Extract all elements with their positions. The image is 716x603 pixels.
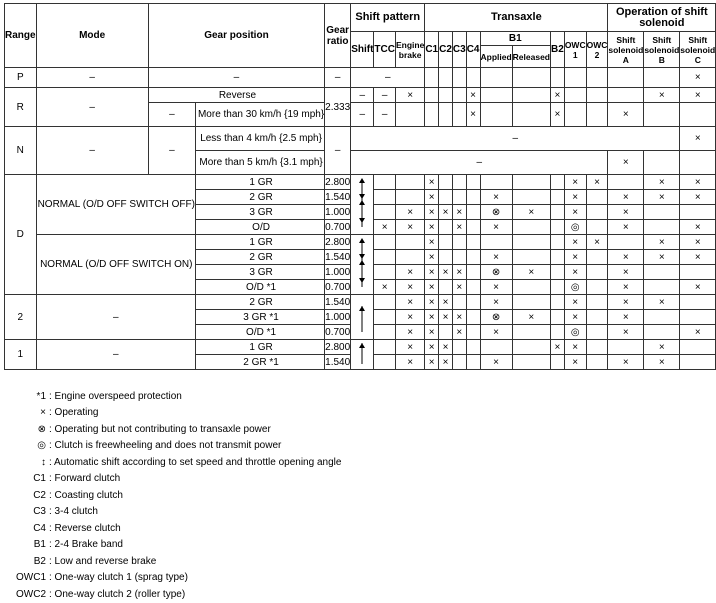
gear-table-wrapper xyxy=(4,3,716,370)
legend-key: ⊗ xyxy=(37,423,46,435)
mark: × xyxy=(608,220,644,235)
header-gear-position: Gear position xyxy=(148,4,324,68)
ratio-d2: 1.540 xyxy=(325,191,351,203)
mark: × xyxy=(425,250,439,265)
legend-key: × xyxy=(40,407,46,419)
mark: × xyxy=(680,68,716,88)
header-owc2: OWC 2 xyxy=(586,32,608,68)
mark: × xyxy=(586,175,608,190)
ratio-dod-on: 0.700 xyxy=(325,281,351,293)
mark: × xyxy=(608,280,644,295)
gear-1-2: 2 GR *1 xyxy=(195,355,324,370)
ratio-d2-on: 1.540 xyxy=(325,251,351,263)
legend-row xyxy=(10,388,341,405)
legend-key: *1 xyxy=(36,390,46,402)
mark: × xyxy=(644,295,680,310)
gear-reverse: Reverse xyxy=(148,88,324,103)
range-2: 2 xyxy=(5,295,37,340)
mark: × xyxy=(425,265,439,280)
ratio-d3: 1.000 xyxy=(325,206,351,218)
mark: × xyxy=(608,103,644,127)
mark: × xyxy=(608,265,644,280)
mark: × xyxy=(480,190,512,205)
mark: × xyxy=(680,325,716,340)
mode-n: – xyxy=(36,127,148,175)
gear-dod-on: O/D *1 xyxy=(195,280,324,295)
mark: × xyxy=(551,103,565,127)
legend xyxy=(10,388,341,603)
mark: × xyxy=(425,205,439,220)
mark: × xyxy=(425,325,439,340)
ratio-n: – xyxy=(325,127,351,175)
mark: × xyxy=(452,325,466,340)
gear-r-dash: – xyxy=(148,103,195,127)
mark: × xyxy=(425,235,439,250)
header-c3: C3 xyxy=(452,32,466,68)
mark: × xyxy=(395,88,424,103)
mark: × xyxy=(439,265,453,280)
mark: × xyxy=(395,340,424,355)
legend-key: C4 xyxy=(33,522,46,534)
legend-row xyxy=(10,438,341,455)
mark: × xyxy=(466,88,480,103)
range-n: N xyxy=(5,127,37,175)
mark: × xyxy=(680,190,716,205)
mark: ⊗ xyxy=(480,205,512,220)
legend-row xyxy=(10,504,341,521)
gear-d2: 2 GR xyxy=(195,190,324,205)
mark: × xyxy=(608,355,644,370)
legend-text: : Reverse clutch xyxy=(49,522,121,534)
mark: × xyxy=(586,235,608,250)
legend-text: : One-way clutch 2 (roller type) xyxy=(49,588,186,600)
ratio-1-2: 1.540 xyxy=(325,356,351,368)
legend-row xyxy=(10,586,341,603)
legend-row xyxy=(10,421,341,438)
auto-shift-arrow xyxy=(351,175,374,235)
mark: × xyxy=(425,310,439,325)
mark: × xyxy=(395,280,424,295)
mark: × xyxy=(395,355,424,370)
header-solenoid-a: Shift solenoid A xyxy=(608,32,644,68)
mark: × xyxy=(680,235,716,250)
mark: × xyxy=(644,250,680,265)
legend-text: : One-way clutch 1 (sprag type) xyxy=(49,572,188,584)
mark: × xyxy=(608,325,644,340)
mark: × xyxy=(425,175,439,190)
mark: × xyxy=(564,235,586,250)
auto-shift-arrow xyxy=(351,340,374,370)
mark: × xyxy=(395,220,424,235)
ratio-d1-on: 2.800 xyxy=(325,236,351,248)
mark: × xyxy=(564,190,586,205)
mark: × xyxy=(608,190,644,205)
legend-key: C1 xyxy=(33,473,46,485)
header-tcc: TCC xyxy=(374,32,396,68)
ratio-d3-on: 1.000 xyxy=(325,266,351,278)
gear-d2-on: 2 GR xyxy=(195,250,324,265)
header-gear-ratio: Gear ratio xyxy=(325,4,351,68)
mark: × xyxy=(466,103,480,127)
header-mode: Mode xyxy=(36,4,148,68)
legend-text: : 3-4 clutch xyxy=(49,506,98,518)
mark: × xyxy=(680,280,716,295)
gear-1-1: 1 GR xyxy=(195,340,324,355)
mark: × xyxy=(512,310,550,325)
auto-shift-arrow xyxy=(351,295,374,340)
legend-row xyxy=(10,570,341,587)
mark: × xyxy=(395,295,424,310)
mark: × xyxy=(425,340,439,355)
mark: × xyxy=(439,310,453,325)
mark: × xyxy=(480,325,512,340)
mark: × xyxy=(452,265,466,280)
mark: × xyxy=(374,280,396,295)
mark: × xyxy=(512,265,550,280)
mode-d-off: NORMAL (O/D OFF SWITCH OFF) xyxy=(36,175,195,235)
ratio-p: – xyxy=(325,68,351,88)
arrow-icon xyxy=(357,177,367,229)
mark: ◎ xyxy=(564,325,586,340)
legend-text: : Clutch is freewheeling and does not transmit power xyxy=(49,440,282,452)
mark: × xyxy=(644,88,680,103)
auto-shift-arrow xyxy=(351,235,374,295)
gear-2-3: 3 GR *1 xyxy=(195,310,324,325)
gear-n-above5: More than 5 km/h {3.1 mph} xyxy=(195,151,324,175)
legend-text: : Engine overspeed protection xyxy=(49,390,182,402)
mark: × xyxy=(644,340,680,355)
mark: × xyxy=(680,220,716,235)
gear-n-dash: – xyxy=(148,127,195,175)
gear-d1-on: 1 GR xyxy=(195,235,324,250)
mark: × xyxy=(425,190,439,205)
mark: × xyxy=(680,88,716,103)
ratio-1-1: 2.800 xyxy=(325,341,351,353)
mark: × xyxy=(680,250,716,265)
mode-p: – xyxy=(36,68,148,88)
header-c2: C2 xyxy=(439,32,453,68)
legend-row xyxy=(10,537,341,554)
mark: ⊗ xyxy=(480,265,512,280)
mark: × xyxy=(608,295,644,310)
mark: × xyxy=(439,355,453,370)
mark: × xyxy=(608,151,644,175)
mark: ◎ xyxy=(564,220,586,235)
mark: × xyxy=(452,280,466,295)
legend-row xyxy=(10,553,341,570)
header-engine-brake: Engine brake xyxy=(395,32,424,68)
legend-key: C3 xyxy=(33,506,46,518)
legend-key: ↕ xyxy=(41,456,46,468)
gear-d3-on: 3 GR xyxy=(195,265,324,280)
mark: × xyxy=(425,355,439,370)
legend-key: B2 xyxy=(33,555,46,567)
mark: × xyxy=(608,205,644,220)
legend-text: : Operating xyxy=(49,407,99,419)
header-solenoid-c: Shift solenoid C xyxy=(680,32,716,68)
legend-key: B1 xyxy=(33,539,46,551)
range-d: D xyxy=(5,175,37,295)
legend-key: ◎ xyxy=(37,440,46,452)
ratio-2-3: 1.000 xyxy=(325,311,351,323)
mark: × xyxy=(564,310,586,325)
legend-text: : Coasting clutch xyxy=(49,489,123,501)
n-low-dash: – xyxy=(351,127,680,151)
legend-text: : Operating but not contributing to transaxle power xyxy=(49,423,271,435)
mark: × xyxy=(395,310,424,325)
mark: × xyxy=(512,205,550,220)
n-high-dash: – xyxy=(351,151,608,175)
legend-key: C2 xyxy=(33,489,46,501)
mark: × xyxy=(551,88,565,103)
mark: × xyxy=(680,175,716,190)
gear-r-above30: More than 30 km/h {19 mph} xyxy=(195,103,324,127)
header-b1-applied: Applied xyxy=(480,46,512,68)
legend-row xyxy=(10,454,341,471)
header-b2: B2 xyxy=(551,32,565,68)
mark: × xyxy=(644,355,680,370)
mark: × xyxy=(564,250,586,265)
mode-d-on: NORMAL (O/D OFF SWITCH ON) xyxy=(36,235,195,295)
mark: × xyxy=(374,220,396,235)
mark: × xyxy=(452,220,466,235)
mark: × xyxy=(564,265,586,280)
header-solenoid-group: Operation of shift solenoid xyxy=(608,4,716,32)
ratio-2-od: 0.700 xyxy=(325,326,351,338)
mark: × xyxy=(452,205,466,220)
legend-row xyxy=(10,487,341,504)
mark: ⊗ xyxy=(480,310,512,325)
mark: × xyxy=(564,295,586,310)
header-b1: B1 xyxy=(480,32,551,46)
arrow-icon xyxy=(357,237,367,289)
header-shift: Shift xyxy=(351,32,374,68)
mark: × xyxy=(644,175,680,190)
arrow-icon xyxy=(357,296,367,336)
gear-dod: O/D xyxy=(195,220,324,235)
mark: – xyxy=(374,103,396,127)
ratio-2-2: 1.540 xyxy=(325,296,351,308)
gear-2-2: 2 GR xyxy=(195,295,324,310)
legend-row xyxy=(10,405,341,422)
mark: × xyxy=(644,235,680,250)
mark: × xyxy=(564,175,586,190)
mark: × xyxy=(425,280,439,295)
header-owc1: OWC 1 xyxy=(564,32,586,68)
mark: × xyxy=(480,220,512,235)
ratio-r: 2.333 xyxy=(325,88,351,127)
legend-text: : Low and reverse brake xyxy=(49,555,157,567)
mode-r: – xyxy=(36,88,148,127)
mark: × xyxy=(395,205,424,220)
legend-text: : 2-4 Brake band xyxy=(49,539,123,551)
mark: × xyxy=(608,250,644,265)
mark: × xyxy=(425,220,439,235)
mark: – xyxy=(351,88,374,103)
mark: × xyxy=(439,295,453,310)
mark: × xyxy=(564,340,586,355)
gear-p: – xyxy=(148,68,324,88)
mark: × xyxy=(480,355,512,370)
header-c4: C4 xyxy=(466,32,480,68)
gear-n-below4: Less than 4 km/h {2.5 mph} xyxy=(195,127,324,151)
shift-table xyxy=(4,3,716,370)
mark: × xyxy=(480,280,512,295)
gear-2-od: O/D *1 xyxy=(195,325,324,340)
gear-d3: 3 GR xyxy=(195,205,324,220)
mode-2: – xyxy=(36,295,195,340)
mark: – xyxy=(374,88,396,103)
mark: × xyxy=(551,340,565,355)
mark: × xyxy=(395,265,424,280)
header-shift-pattern: Shift pattern xyxy=(351,4,425,32)
range-p: P xyxy=(5,68,37,88)
mark: × xyxy=(439,340,453,355)
mark: – xyxy=(351,103,374,127)
legend-row xyxy=(10,471,341,488)
mark: × xyxy=(608,310,644,325)
mode-1: – xyxy=(36,340,195,370)
header-solenoid-b: Shift solenoid B xyxy=(644,32,680,68)
ratio-dod: 0.700 xyxy=(325,221,351,233)
mark: × xyxy=(564,355,586,370)
legend-key: OWC2 xyxy=(16,588,46,600)
ratio-d1: 2.800 xyxy=(325,176,351,188)
mark: × xyxy=(564,205,586,220)
mark: × xyxy=(680,127,716,151)
mark: × xyxy=(644,190,680,205)
header-transaxle: Transaxle xyxy=(425,4,608,32)
mark: × xyxy=(439,205,453,220)
header-b1-released: Released xyxy=(512,46,550,68)
legend-row xyxy=(10,520,341,537)
legend-key: OWC1 xyxy=(16,572,46,584)
header-range: Range xyxy=(5,4,37,68)
range-r: R xyxy=(5,88,37,127)
mark: × xyxy=(480,295,512,310)
mark: × xyxy=(480,250,512,265)
header-c1: C1 xyxy=(425,32,439,68)
legend-text: : Forward clutch xyxy=(49,473,121,485)
mark: × xyxy=(395,325,424,340)
legend-text: : Automatic shift according to set speed and throttle opening angle xyxy=(49,456,342,468)
arrow-icon xyxy=(357,340,367,366)
shift-p: – xyxy=(351,68,425,88)
range-1: 1 xyxy=(5,340,37,370)
mark: × xyxy=(452,310,466,325)
gear-d1: 1 GR xyxy=(195,175,324,190)
mark: ◎ xyxy=(564,280,586,295)
mark: × xyxy=(425,295,439,310)
